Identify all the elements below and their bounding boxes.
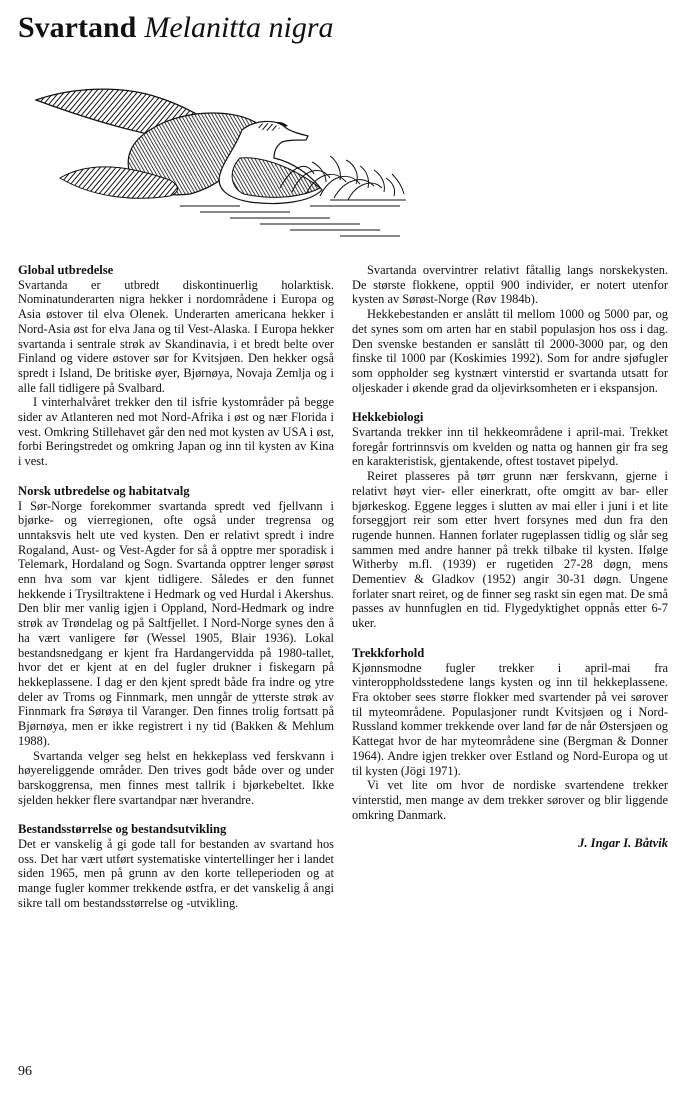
section-heading-breeding: Hekkebiologi <box>352 410 424 425</box>
section-heading-population: Bestandsstørrelse og bestandsutvikling <box>18 822 227 837</box>
paragraph: Reiret plasseres på tørr grunn nær ferskvann, gjerne i relativt høyt vier- eller einerkratt, ofte omgitt av bar- eller bjørkeskog. Eggene legges i slutten av mai eller i juni i et lite forseggjort reir som etter hvert forsynes med dun fra den rugende hunnen. Hannen forlater rugeplassen tidlig og slår seg sammen med andre hanner på trekk tilbake til kysten. Ifølge Witherby m.fl. (1939) er rugetiden 27-28 døgn, mens Dementiev & Gladkov (1952) angir 30-31 døgn. Ungene forlater snart reiret, og de finner seg raskt sin egen mat. De små passes av hunnfuglen en tid. Flygedyktighet oppnås etter 6-7 uker. <box>352 469 668 631</box>
paragraph: I vinterhalvåret trekker den til isfrie kystområder på begge sider av Atlanteren ned mot Nord-Afrika i øst og nær Florida i vest. Omkring Stillehavet går den ned mot kysten av USA i øst, forbi Beringstredet og omkring Japan og inn til kysten av Kina i vest. <box>18 395 334 469</box>
page-number: 96 <box>18 1064 32 1079</box>
right-column <box>352 263 668 851</box>
paragraph: Svartanda er utbredt diskontinuerlig holarktisk. Nominatunderarten nigra hekker i nordområdene i Europa og Asia østover til elva Olenek. Underarten americana hekker i Nord-Asia øst for elva Jana og til Vest-Alaska. I Europa hekker svartanda i sentrale strøk av Skandinavia, i et bredt belte over Finland og videre østover sør for Kvitsjøen. Den hekker også spredt i Island, De britiske øyer, Bjørnøya, Novaja Zemlja og i alle fall tidligere på Svalbard. <box>18 277 334 395</box>
section-heading-global: Global utbredelse <box>18 263 114 277</box>
paragraph: Kjønnsmodne fugler trekker i april-mai fra vinteroppholdsstedene langs kysten og inn til hekkeplassene. Fra oktober sees større flokker med svartender på vei sørover til myteområdene. Populasjoner rundt Kvitsjøen og i Nord-Russland kommer trekkende over land før de når Østersjøen og Kattegat hvor de har myteområdene sine (Bergman & Donner 1964). Andre igjen trekker over Estland og Nord-Europa og ut til kysten (Jögi 1971). <box>352 660 668 778</box>
page-title <box>18 10 334 46</box>
paragraph: Svartanda overvintrer relativt fåtallig langs norskekysten. De største flokkene, opptil 900 individer, er notert utenfor kysten av Sørøst-Norge (Røv 1984b). <box>352 263 668 307</box>
section-heading-norway: Norsk utbredelse og habitatvalg <box>18 483 190 498</box>
latin-name: Melanitta nigra <box>144 11 334 44</box>
paragraph: Vi vet lite om hvor de nordiske svartendene trekker vinterstid, men mange av dem trekker sørover og blir liggende omkring Danmark. <box>352 778 668 822</box>
paragraph: I Sør-Norge forekommer svartanda spredt ved fjellvann i bjørke- og vierregionen, ofte også under tregrensa og unntaksvis helt ute ved kysten. Den er relativt spredt i indre Rogaland, Aust- og Vest-Agder for så å opptre mer sporadisk i Telemark, Hordaland og Sogn. Svartanda opptrer lenger sørøst enn hva som var kjent tidligere. Således er den funnet hekkende i Trysiltraktene i Hedmark og ved Hurdal i Akershus. Den blir mer vanlig igjen i Oppland, Nord-Hedmark og indre strøk av Trøndelag og på Saltfjellet. I Nord-Norge synes den å ha vært vanligere før (Wessel 1905, Blair 1936). Lokal bestandsnedgang er kjent fra Hardangervidda på 1980-tallet, hvor det er kjent at en del fugler drukner i fiskegarn på hekkeplassene. I dag er den kjent spredt både fra indre og ytre deler av Troms og Finnmark, men unngår de ytterste strøk av Finnmark fra Sørøya til Varanger. Den finnes trolig fortsatt på Bjørnøya, men er ikke registrert i ny tid (Bakken & Mehlum 1988). <box>18 498 334 748</box>
paragraph: Svartanda trekker inn til hekkeområdene i april-mai. Trekket foregår fortrinnsvis om kvelden og natta og hannen gir fra seg en karakteristisk, gjentakende, oftest tostavet pipelyd. <box>352 425 668 469</box>
section-heading-migration: Trekkforhold <box>352 645 425 660</box>
water-lines <box>180 200 406 236</box>
scoter-illustration <box>30 70 410 248</box>
left-column <box>18 263 334 911</box>
paragraph: Svartanda velger seg helst en hekkeplass ved ferskvann i høyereliggende områder. Den trives godt både over og under barskoggrensa, men finnes mest tallrik i bjørkebeltet. Ikke sjelden hekker flere svartandpar nær hverandre. <box>18 748 334 807</box>
paragraph: Hekkebestanden er anslått til mellom 1000 og 5000 par, og det synes som om arten har en stabil populasjon hos oss i dag. Den svenske bestanden er sanslått til 2000-3000 par, og den finske til 1000 par (Koskimies 1992). Som for andre sjøfugler som oppholder seg kystnært vinterstid er svartanda utsatt for oljeskader i økende grad da oljevirksomheten er i ekspansjon. <box>352 307 668 395</box>
paragraph: Det er vanskelig å gi gode tall for bestanden av svartand hos oss. Det har vært utført systematiske vintertellinger her i landet siden 1965, men på grunn av den korte telleperioden og at mange fugler kommer trekkende østfra, er det vanskelig å angi sikre tall om bestandsstørrelse og -utvikling. <box>18 837 334 910</box>
author-signature: J. Ingar I. Båtvik <box>578 836 668 851</box>
common-name: Svartand <box>18 11 137 44</box>
